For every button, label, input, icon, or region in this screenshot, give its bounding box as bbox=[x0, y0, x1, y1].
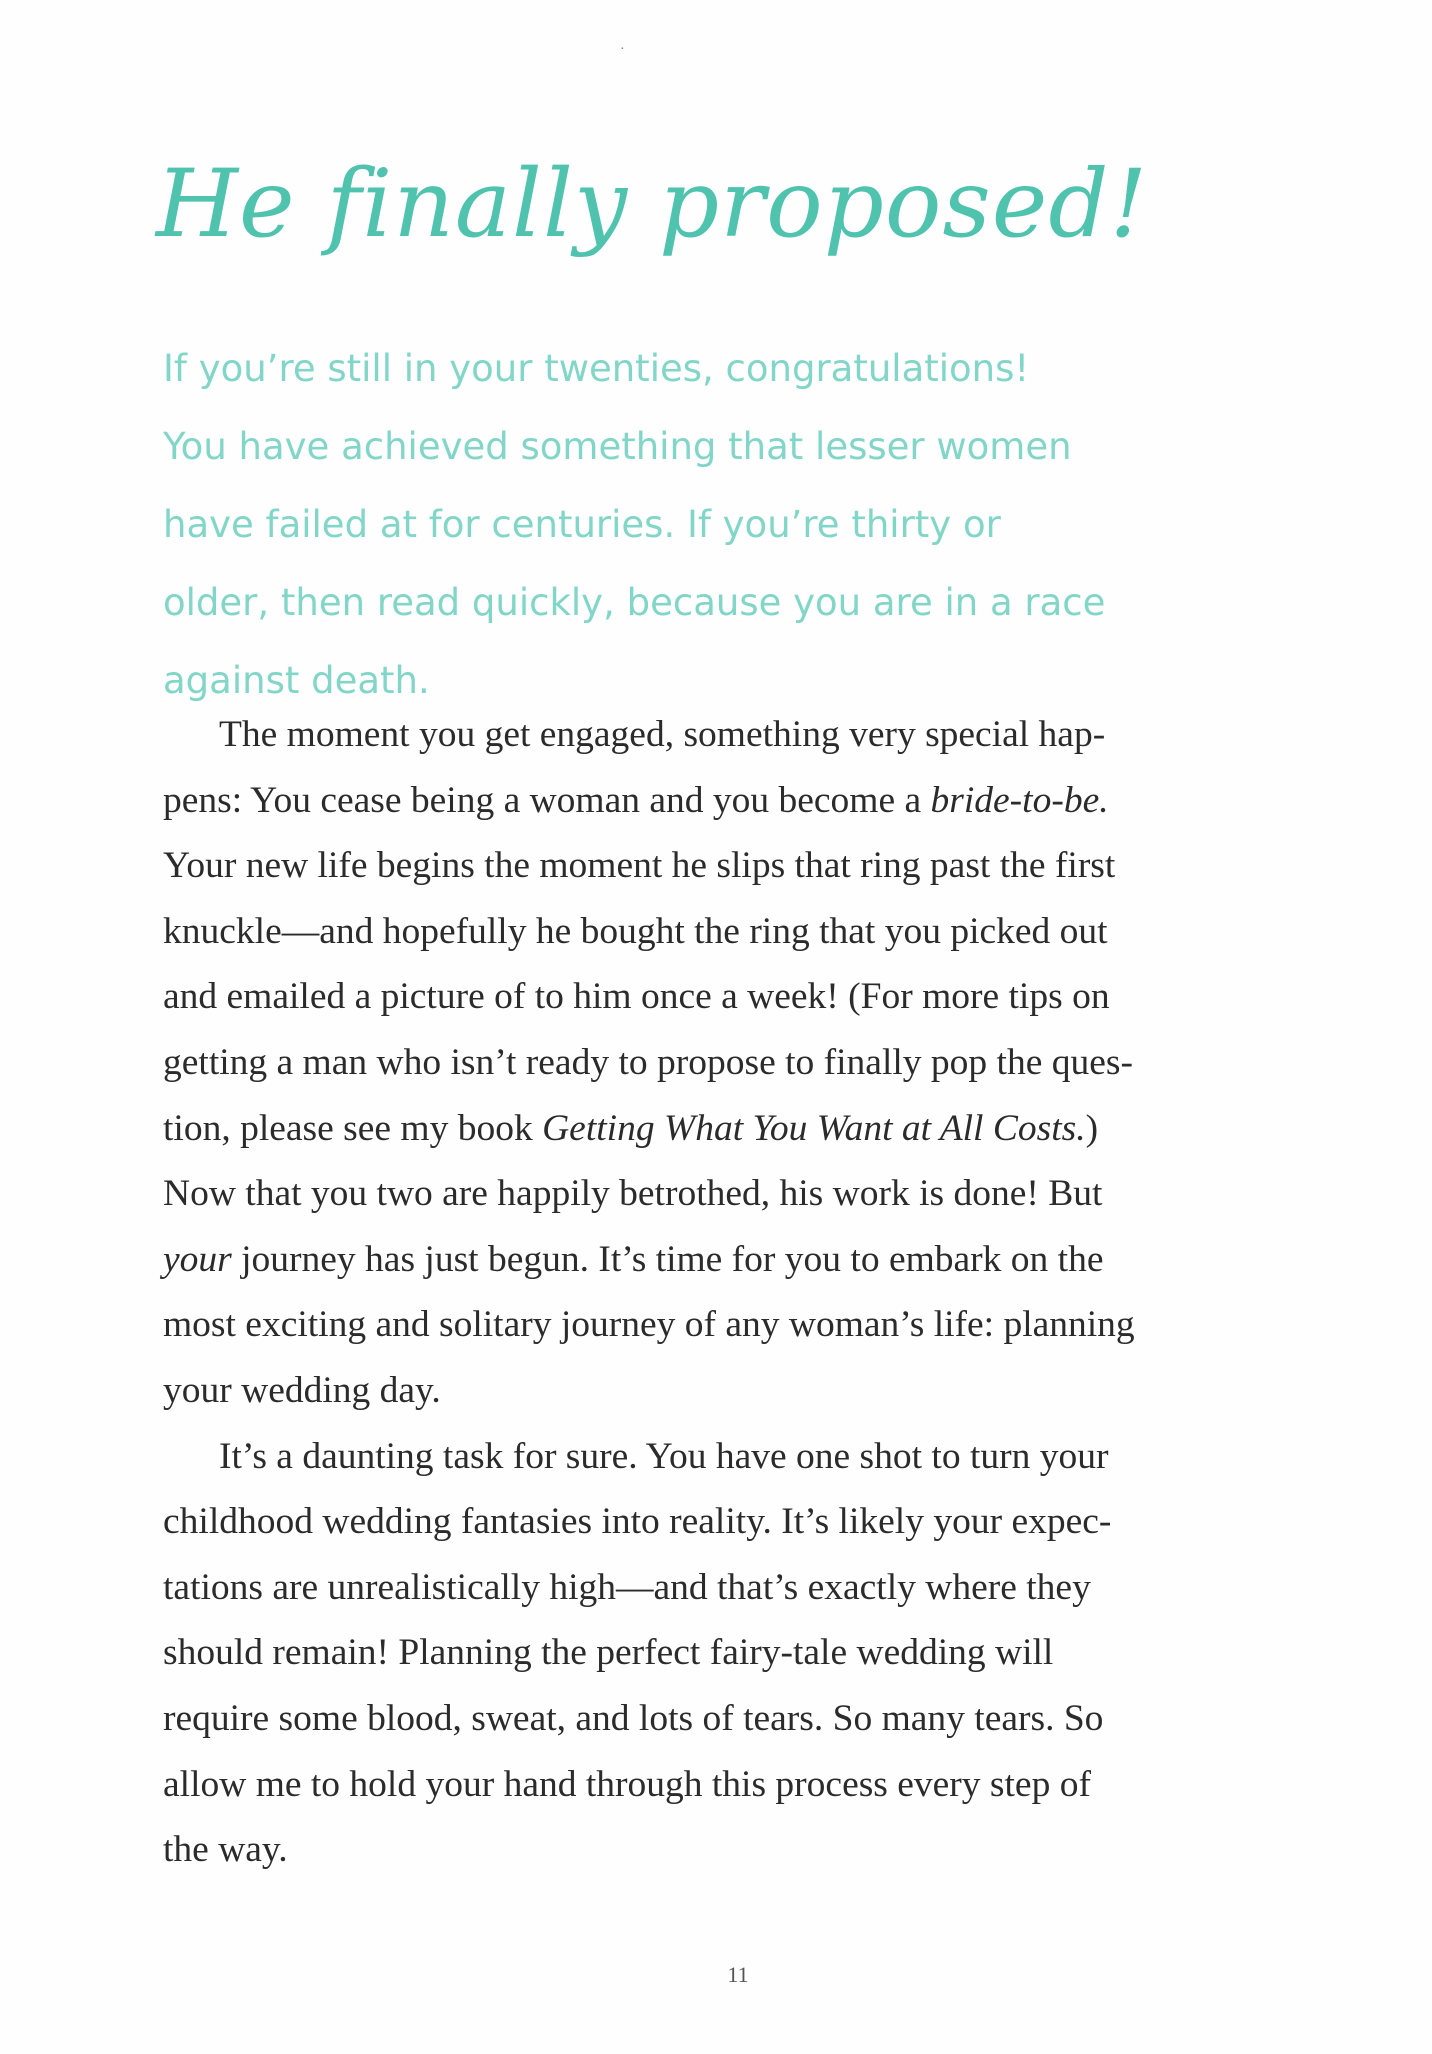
text-line: require some blood, sweat, and lots of tears. So many tears. So bbox=[163, 1697, 1104, 1739]
text-line: knuckle—and hopefully he bought the ring that you picked out bbox=[163, 910, 1108, 952]
text-line: Now that you two are happily betrothed, his work is done! But bbox=[163, 1173, 1103, 1215]
text-line: the way. bbox=[163, 1829, 288, 1871]
text-line: tations are unrealistically high—and that’s exactly where they bbox=[163, 1566, 1091, 1608]
paragraph-1 bbox=[163, 702, 1323, 1424]
text-line: It’s a daunting task for sure. You have one shot to turn your bbox=[219, 1435, 1109, 1477]
intro-line: against death. bbox=[163, 659, 430, 702]
page-number: 11 bbox=[727, 1962, 749, 1987]
text-line: most exciting and solitary journey of any woman’s life: planning bbox=[163, 1304, 1135, 1346]
text-line bbox=[163, 768, 1323, 834]
text-run: ) bbox=[1085, 1107, 1099, 1149]
text-run: journey has just begun. It’s time for you to embark on the bbox=[231, 1238, 1104, 1280]
text-line: your wedding day. bbox=[163, 1369, 441, 1411]
text-run: tion, please see my book bbox=[163, 1107, 543, 1149]
text-run: pens: You cease being a woman and you become a bbox=[163, 779, 931, 821]
text-line: getting a man who isn’t ready to propose to finally pop the ques- bbox=[163, 1041, 1133, 1083]
book-title-citation: Getting What You Want at All Costs. bbox=[542, 1107, 1086, 1149]
text-line: Your new life begins the moment he slips that ring past the first bbox=[163, 845, 1116, 887]
intro-line: If you’re still in your twenties, congratulations! bbox=[163, 347, 1030, 390]
paragraph-2 bbox=[163, 1424, 1323, 1883]
text-line: and emailed a picture of to him once a week! (For more tips on bbox=[163, 976, 1110, 1018]
text-line: childhood wedding fantasies into reality. It’s likely your expec- bbox=[163, 1501, 1112, 1543]
chapter-title: He finally proposed! bbox=[156, 150, 1149, 259]
intro-line: You have achieved something that lesser women bbox=[163, 425, 1072, 468]
intro-paragraph bbox=[163, 330, 1263, 720]
body-text bbox=[163, 702, 1323, 1883]
scan-speck: · bbox=[620, 42, 625, 57]
intro-line: older, then read quickly, because you are in a race bbox=[163, 581, 1106, 624]
text-line bbox=[163, 1096, 1323, 1162]
text-line: should remain! Planning the perfect fairy-tale wedding will bbox=[163, 1632, 1054, 1674]
text-line bbox=[163, 1227, 1323, 1293]
text-line: allow me to hold your hand through this process every step of bbox=[163, 1763, 1091, 1805]
emphasis-bride-to-be: bride-to-be. bbox=[930, 779, 1109, 821]
emphasis-your: your bbox=[163, 1238, 232, 1280]
text-line: The moment you get engaged, something very special hap- bbox=[219, 714, 1106, 755]
intro-line: have failed at for centuries. If you’re thirty or bbox=[163, 503, 1001, 546]
